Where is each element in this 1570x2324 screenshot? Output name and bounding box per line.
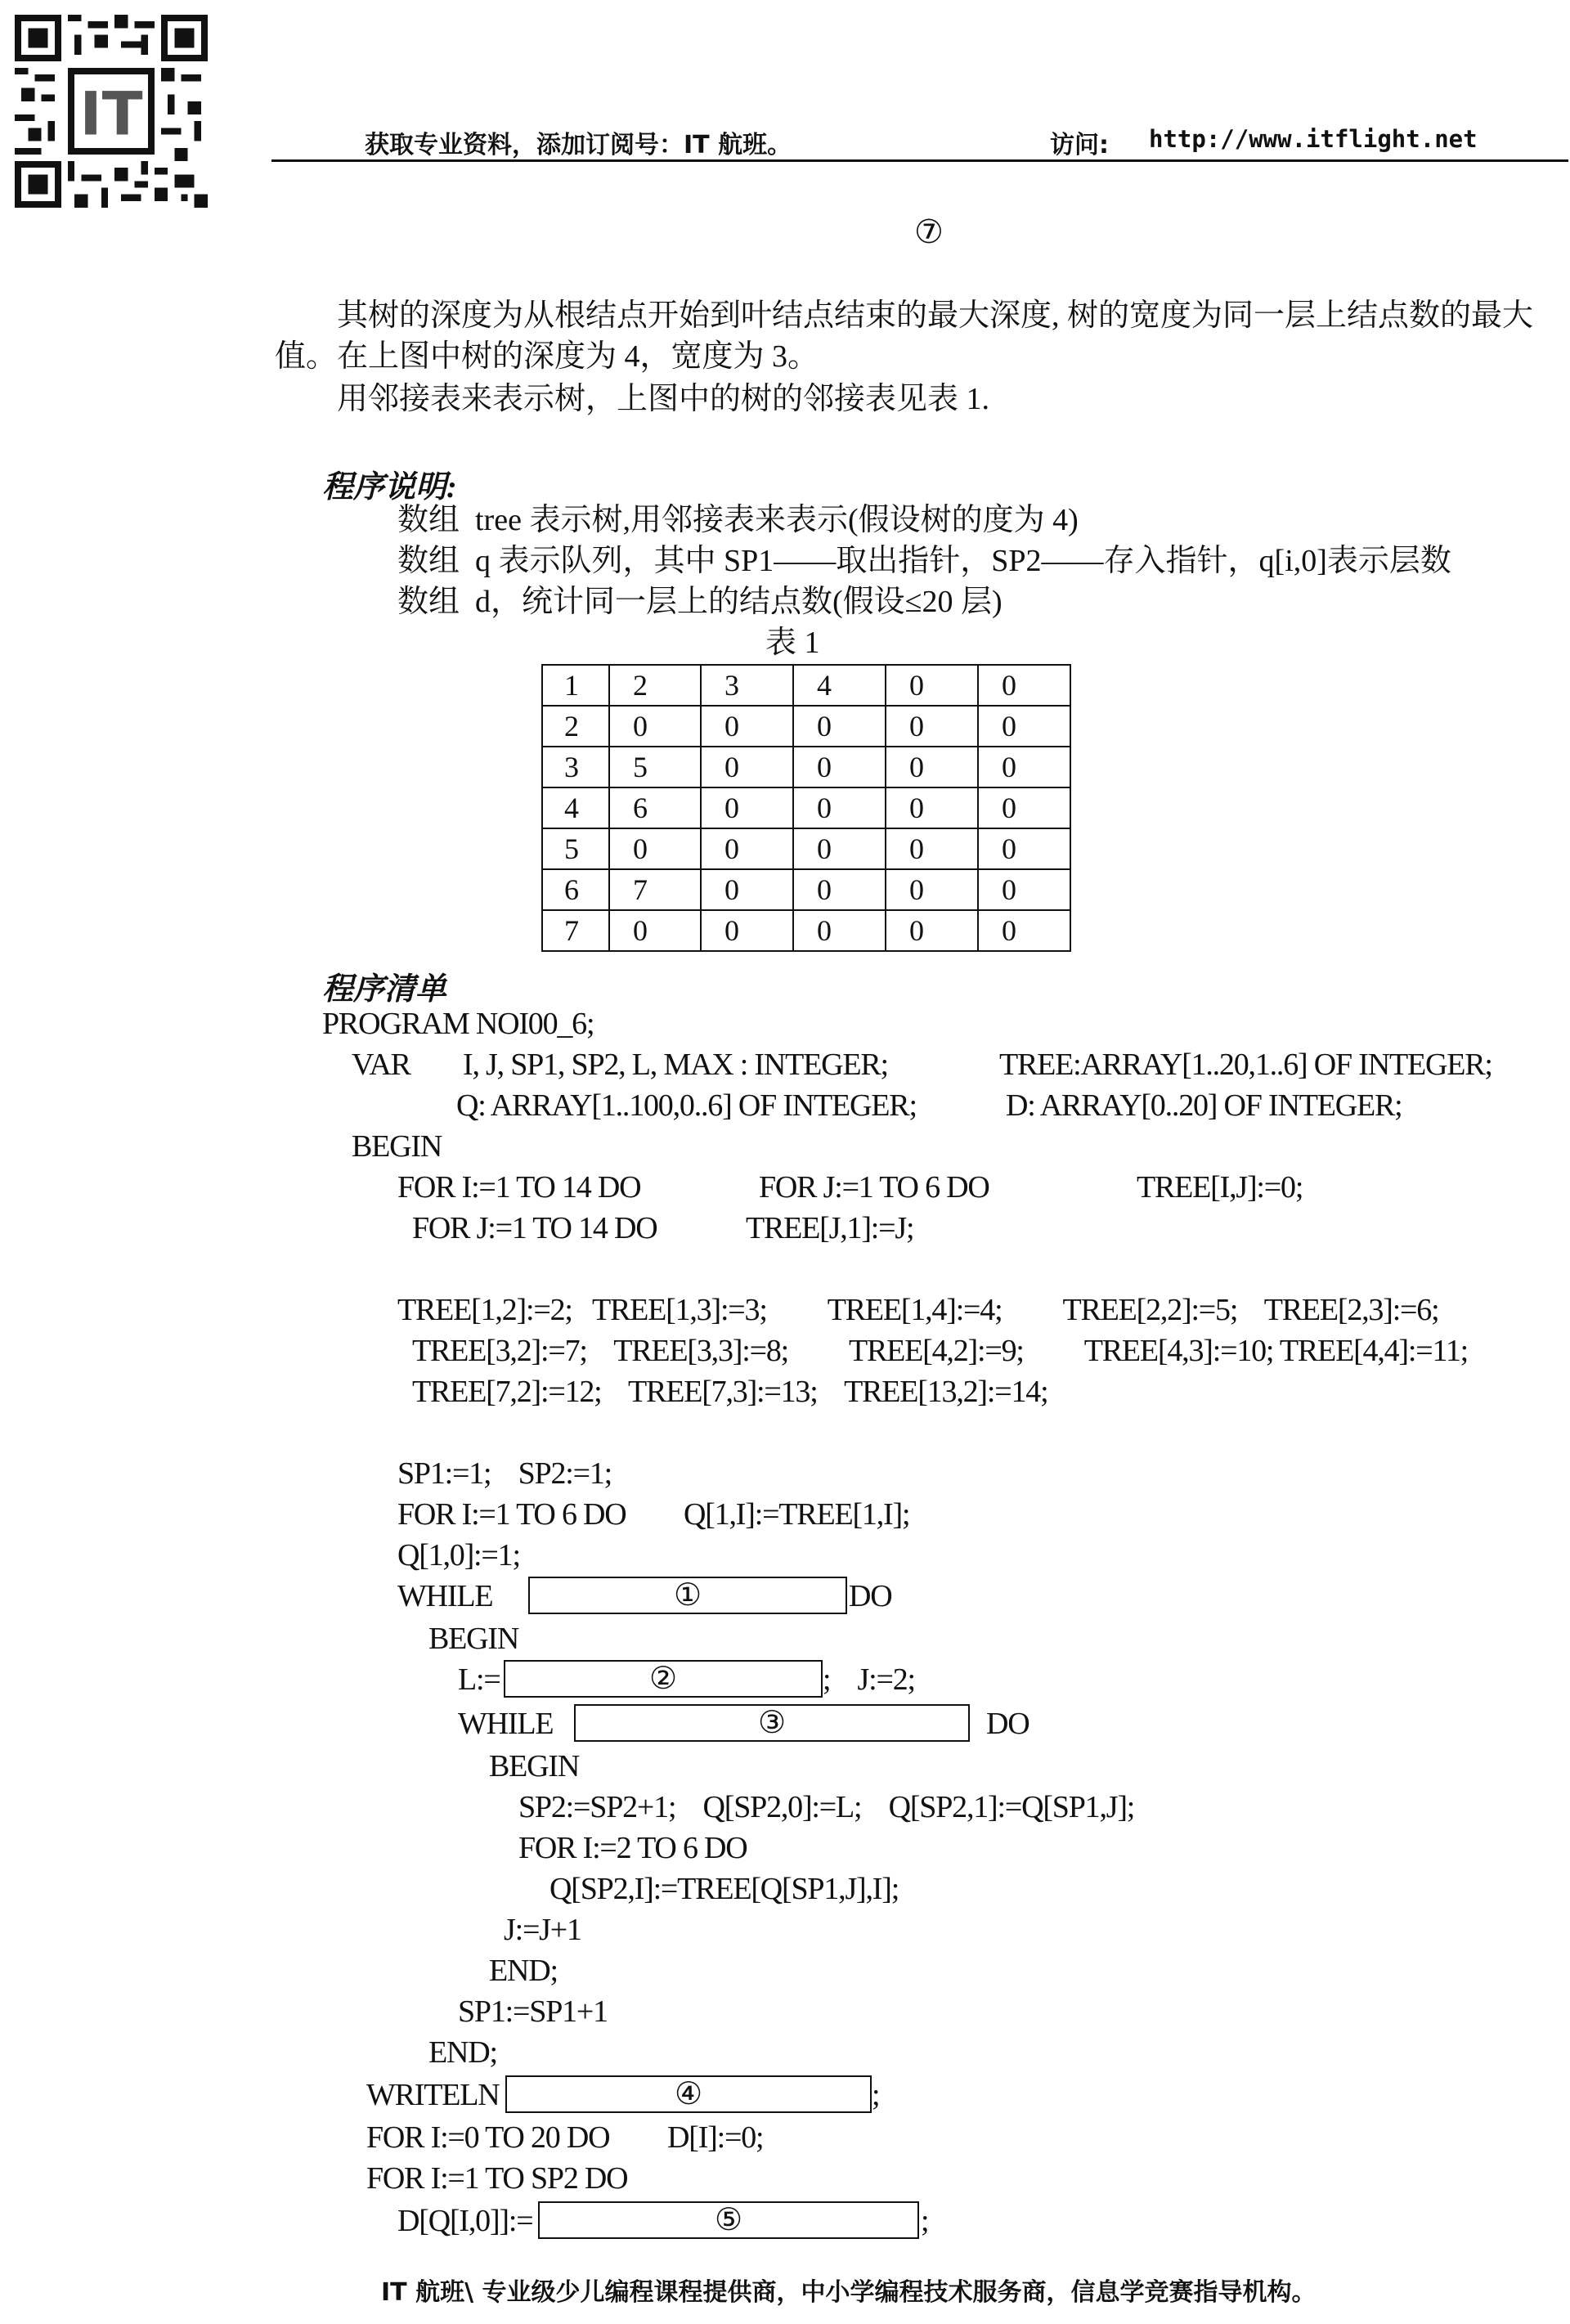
answer-blank-2[interactable]: ② <box>504 1660 823 1698</box>
table-cell: 0 <box>978 910 1070 951</box>
code-end-2: END; <box>428 2035 497 2070</box>
code-for-5b: D[I]:=0; <box>667 2120 764 2155</box>
code-q-assign: Q[SP2,I]:=TREE[Q[SP1,J],I]; <box>550 1872 899 1906</box>
table-cell: 0 <box>701 828 793 869</box>
circled-number: ⑦ <box>914 213 944 250</box>
code-do-1: DO <box>849 1579 892 1613</box>
code-for-5a: FOR I:=0 TO 20 DO <box>366 2120 610 2155</box>
code-semicolon-4: ; <box>872 2078 880 2112</box>
table-cell: 0 <box>886 869 978 910</box>
code-l-assign: L:= <box>458 1662 500 1697</box>
answer-blank-3[interactable]: ③ <box>574 1704 970 1742</box>
code-tree-line-1: TREE[1,2]:=2; TREE[1,3]:=3; TREE[1,4]:=4; TREE[2,2]:=5; TREE[2,3]:=6; <box>397 1293 1439 1327</box>
table-cell: 0 <box>978 747 1070 787</box>
table-cell: 0 <box>609 910 701 951</box>
code-tree-line-3: TREE[7,2]:=12; TREE[7,3]:=13; TREE[13,2]:=14; <box>412 1375 1048 1409</box>
code-sp1-increment: SP1:=SP1+1 <box>458 1994 608 2029</box>
code-for-2b: TREE[J,1]:=J; <box>746 1211 914 1245</box>
table-cell: 4 <box>793 665 886 706</box>
header-url-link[interactable]: http://www.itflight.net <box>1149 125 1478 153</box>
table-cell: 6 <box>609 787 701 828</box>
table-cell: 0 <box>793 828 886 869</box>
table-cell: 2 <box>609 665 701 706</box>
code-sp2-line: SP2:=SP2+1; Q[SP2,0]:=L; Q[SP2,1]:=Q[SP1,J]; <box>518 1790 1135 1824</box>
intro-line-1: 其树的深度为从根结点开始到叶结点结束的最大深度, 树的宽度为同一层上结点数的最大 <box>337 298 1534 333</box>
table-row <box>542 787 1070 828</box>
code-var-line-2b: D: ARRAY[0..20] OF INTEGER; <box>1006 1088 1402 1123</box>
qr-code-icon <box>15 15 208 208</box>
table-row <box>542 665 1070 706</box>
table-cell: 3 <box>701 665 793 706</box>
table-cell: 5 <box>542 828 609 869</box>
table-cell: 0 <box>978 706 1070 747</box>
code-var-line-1: I, J, SP1, SP2, L, MAX : INTEGER; <box>463 1048 888 1082</box>
code-for-1a: FOR I:=1 TO 14 DO <box>397 1170 641 1205</box>
table-cell: 0 <box>886 787 978 828</box>
table-cell: 2 <box>542 706 609 747</box>
answer-blank-4[interactable]: ④ <box>505 2075 872 2113</box>
svg-text:IT: IT <box>79 79 143 150</box>
table-row <box>542 828 1070 869</box>
code-for-6: FOR I:=1 TO SP2 DO <box>366 2161 628 2196</box>
code-begin-2: BEGIN <box>428 1622 519 1656</box>
code-begin-3: BEGIN <box>489 1749 580 1783</box>
program-desc-heading: 程序说明: <box>322 470 457 505</box>
intro-line-2: 值。在上图中树的深度为 4，宽度为 3。 <box>275 339 819 374</box>
table-cell: 0 <box>978 869 1070 910</box>
program-desc-line-1: 数组 tree 表示树,用邻接表来表示(假设树的度为 4) <box>397 503 1079 537</box>
table-cell: 0 <box>701 910 793 951</box>
code-program: PROGRAM NOI00_6; <box>322 1007 594 1041</box>
table-cell: 0 <box>886 828 978 869</box>
table-cell: 1 <box>542 665 609 706</box>
table-cell: 0 <box>793 787 886 828</box>
code-for-2a: FOR J:=1 TO 14 DO <box>412 1211 657 1245</box>
program-desc-line-3: 数组 d，统计同一层上的结点数(假设≤20 层) <box>397 585 1003 619</box>
table-cell: 5 <box>609 747 701 787</box>
code-j-increment: J:=J+1 <box>504 1913 581 1947</box>
table-cell: 0 <box>793 706 886 747</box>
table-cell: 3 <box>542 747 609 787</box>
code-writeln: WRITELN <box>366 2078 500 2112</box>
table-cell: 0 <box>701 869 793 910</box>
code-var-line-2: Q: ARRAY[1..100,0..6] OF INTEGER; <box>456 1088 917 1123</box>
code-var-keyword: VAR <box>352 1048 410 1082</box>
code-j-assign: ; J:=2; <box>823 1662 915 1697</box>
code-d-assign: D[Q[I,0]]:= <box>397 2204 533 2238</box>
table-cell: 0 <box>978 828 1070 869</box>
table-cell: 0 <box>701 747 793 787</box>
table-cell: 0 <box>978 665 1070 706</box>
table-caption: 表 1 <box>765 626 820 660</box>
table-row <box>542 869 1070 910</box>
code-q-init: Q[1,0]:=1; <box>397 1538 520 1573</box>
table-row <box>542 910 1070 951</box>
code-for-1b: FOR J:=1 TO 6 DO <box>759 1170 989 1205</box>
code-for-1c: TREE[I,J]:=0; <box>1137 1170 1303 1205</box>
code-while-1: WHILE <box>397 1579 493 1613</box>
table-cell: 0 <box>701 706 793 747</box>
program-desc-line-2: 数组 q 表示队列，其中 SP1——取出指针，SP2——存入指针，q[i,0]表示层数 <box>397 544 1451 578</box>
table-cell: 0 <box>886 747 978 787</box>
table-row <box>542 747 1070 787</box>
code-while-2: WHILE <box>458 1707 554 1741</box>
table-cell: 0 <box>886 665 978 706</box>
header-promo: 获取专业资料，添加订阅号：IT 航班。 <box>365 131 792 159</box>
code-do-2: DO <box>986 1707 1029 1741</box>
table-cell: 0 <box>701 787 793 828</box>
table-row <box>542 706 1070 747</box>
table-cell: 0 <box>886 706 978 747</box>
adjacency-table <box>541 664 1071 952</box>
header-divider <box>271 159 1568 162</box>
code-tree-line-2: TREE[3,2]:=7; TREE[3,3]:=8; TREE[4,2]:=9; TREE[4,3]:=10; TREE[4,4]:=11; <box>412 1334 1469 1368</box>
listing-heading: 程序清单 <box>322 972 447 1007</box>
table-cell: 7 <box>542 910 609 951</box>
code-for-4: FOR I:=2 TO 6 DO <box>518 1831 747 1865</box>
table-cell: 0 <box>886 910 978 951</box>
table-cell: 6 <box>542 869 609 910</box>
table-cell: 4 <box>542 787 609 828</box>
code-end-1: END; <box>489 1954 558 1988</box>
intro-line-3: 用邻接表来表示树，上图中的树的邻接表见表 1. <box>337 382 990 416</box>
footer-text: IT 航班\ 专业级少儿编程课程提供商，中小学编程技术服务商，信息学竞赛指导机构。 <box>381 2278 1317 2307</box>
table-cell: 0 <box>978 787 1070 828</box>
header-visit-label: 访问: <box>1050 131 1109 159</box>
code-for-3a: FOR I:=1 TO 6 DO <box>397 1497 626 1532</box>
code-begin: BEGIN <box>352 1129 442 1164</box>
table-cell: 0 <box>609 828 701 869</box>
code-sp-init: SP1:=1; SP2:=1; <box>397 1456 612 1491</box>
table-cell: 0 <box>793 747 886 787</box>
table-cell: 0 <box>793 910 886 951</box>
answer-blank-1[interactable]: ① <box>528 1577 847 1614</box>
table-cell: 0 <box>793 869 886 910</box>
table-cell: 7 <box>609 869 701 910</box>
table-cell: 0 <box>609 706 701 747</box>
code-for-3b: Q[1,I]:=TREE[1,I]; <box>684 1497 910 1532</box>
code-var-line-1b: TREE:ARRAY[1..20,1..6] OF INTEGER; <box>999 1048 1492 1082</box>
answer-blank-5[interactable]: ⑤ <box>538 2201 919 2239</box>
code-semicolon-5: ; <box>921 2204 929 2238</box>
